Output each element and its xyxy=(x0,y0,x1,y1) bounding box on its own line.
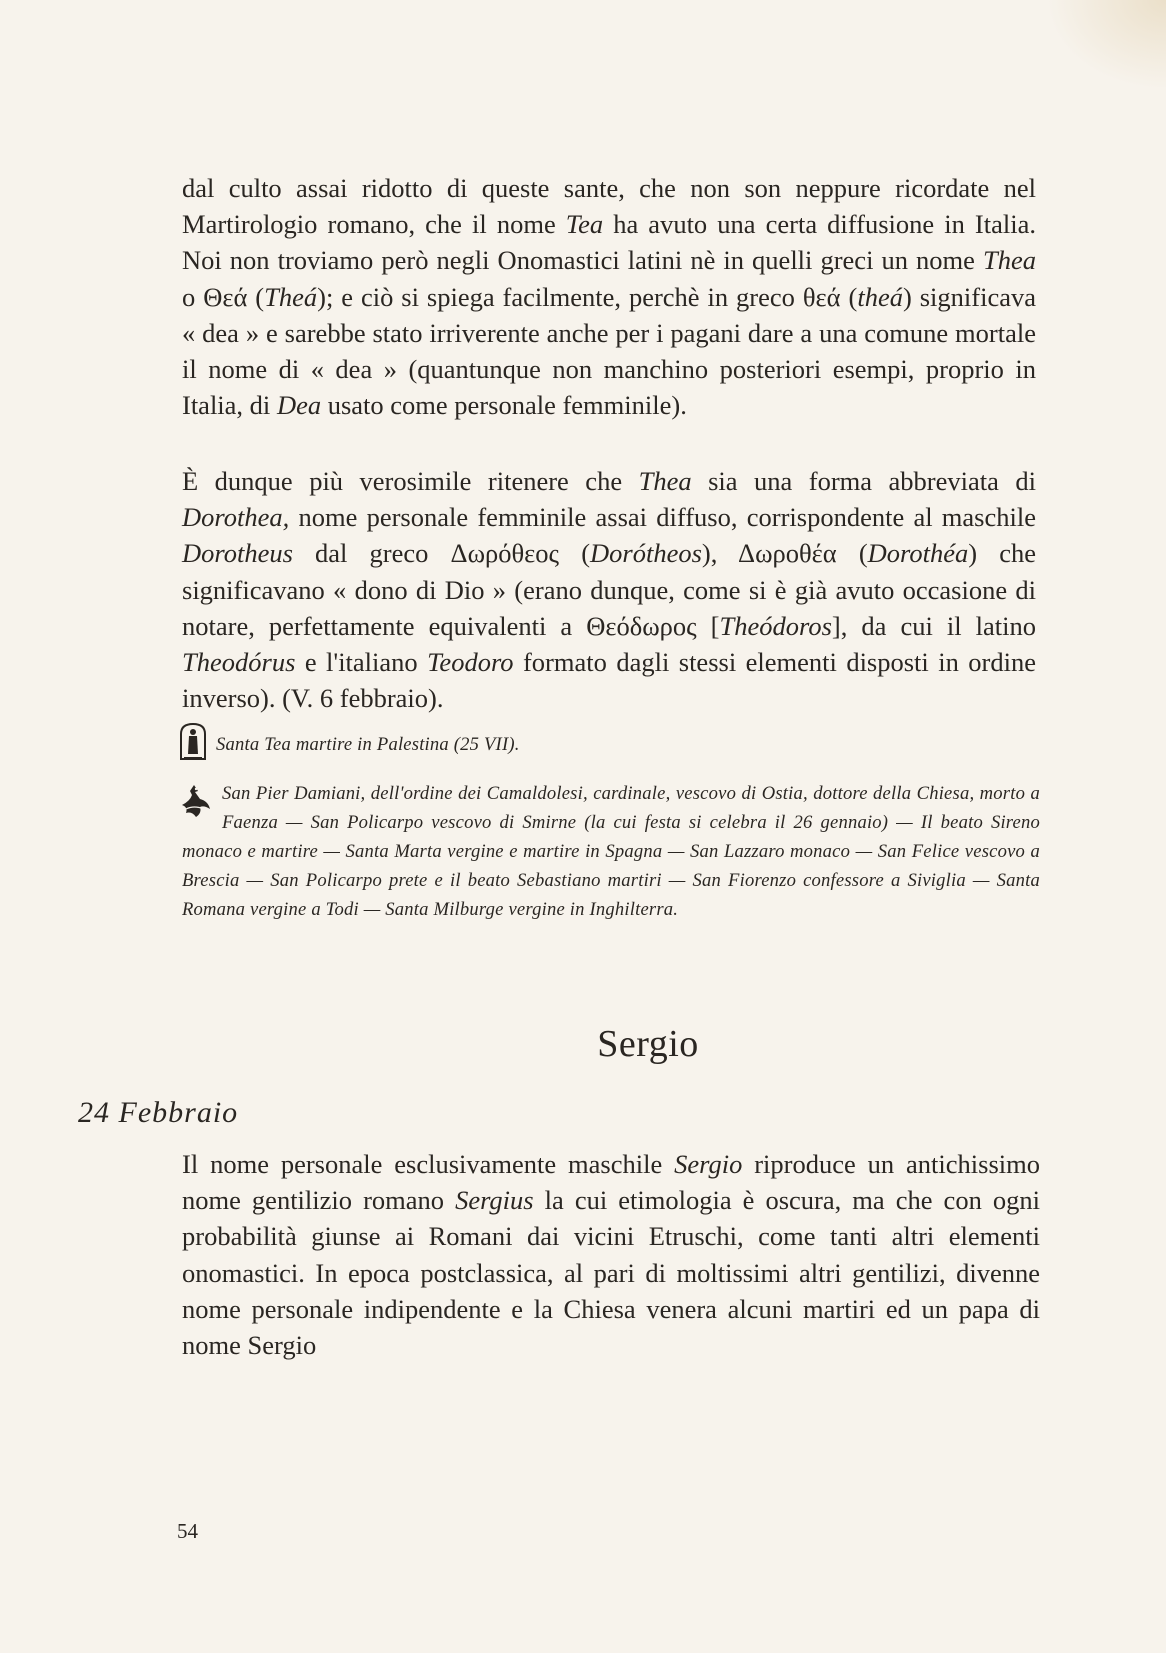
text-run: È dunque più verosimile ritenere che xyxy=(182,466,639,496)
text-run: o Θεά ( xyxy=(182,281,265,312)
italic-name: Theodórus xyxy=(182,647,296,678)
text-run: dal greco Δωρόθεος ( xyxy=(292,538,591,569)
text-run: ], da cui il latino xyxy=(831,610,1036,641)
text-run: ) significava « dea » e sarebbe stato irriverente anche per i pagani dare a una comune mortale il nome di « dea » (quantunque non manchino posteriori esempi, proprio in Italia, di xyxy=(182,281,1037,421)
text-run: Il nome personale esclusivamente maschile xyxy=(182,1149,675,1179)
italic-name: Dorothea, xyxy=(182,502,290,533)
text-run: sia una forma abbreviata di xyxy=(691,466,1037,496)
dedication-text: Santa Tea martire in Palestina (25 VII). xyxy=(216,733,520,755)
italic-name: Dorothéa xyxy=(867,538,969,569)
page-number: 54 xyxy=(177,1519,198,1543)
feast-date: 24 Febbraio xyxy=(78,1096,239,1129)
text-run: ha avuto una certa diffusione in Italia. Noi non troviamo però negli Onomastici latini nè in quelli greci un nome xyxy=(182,209,1036,276)
paper-stain xyxy=(1046,0,1166,90)
paragraph-tea-origin xyxy=(182,170,1036,423)
paragraph-text xyxy=(182,463,1036,716)
text-run: riproduce un antichissimo nome gentilizio romano xyxy=(182,1149,1041,1216)
italic-name: Teodoro xyxy=(427,647,514,678)
text-run: dal culto assai ridotto di queste sante, che non son neppure ricordate nel Martirologio romano, che il nome xyxy=(182,173,1036,240)
text-run: ) che significavano « dono di Dio » (erano dunque, come si è già avuto occasione di notare, perfettamente equivalenti a Θεόδωρος [ xyxy=(182,538,1036,641)
italic-name: Doróthеos xyxy=(590,538,702,569)
paragraph-dorothea xyxy=(182,463,1036,716)
italic-name: Theódoros xyxy=(719,610,832,641)
saint-figure-icon xyxy=(182,722,208,769)
text-run: e l'italiano xyxy=(295,647,428,678)
dedication-feast-day xyxy=(182,779,1040,924)
italic-name: Sergio xyxy=(674,1149,743,1179)
italic-name: Dea xyxy=(276,390,322,421)
italic-name: Thea xyxy=(983,245,1036,276)
eagle-icon xyxy=(178,783,212,819)
italic-name: Thea xyxy=(638,466,692,496)
text-run: ), Δωροθέα ( xyxy=(701,538,868,569)
italic-name: theá xyxy=(857,281,903,312)
italic-name: Tea xyxy=(565,209,604,240)
italic-name: Dorotheus xyxy=(182,538,293,569)
italic-name: Theá xyxy=(264,281,318,312)
saints-list xyxy=(182,722,1040,924)
text-run: formato dagli stessi elementi disposti in ordine inverso). (V. 6 febbraio). xyxy=(182,647,1037,714)
text-run: usato come personale femminile). xyxy=(321,390,687,421)
paragraph-text xyxy=(182,170,1036,423)
section-title: Sergio xyxy=(597,1023,699,1065)
text-run: la cui etimologia è oscura, ma che con ogni probabilità giunse ai Romani dai vicini Etruschi, come tanti altri elementi onomastici. In epoca postclassica, al pari di moltissimi altri gentilizi, divenne nome personale indipendente e la Chiesa venera alcuni martiri ed un papa di nome Sergio xyxy=(182,1185,1040,1361)
paragraph-text xyxy=(182,1146,1040,1363)
dedication-text: San Pier Damiani, dell'ordine dei Camaldolesi, cardinale, vescovo di Ostia, dottore della Chiesa, morto a Faenza — San Policarpo vescovo di Smirne (la cui festa si celebra il 26 gennaio) — Il beato Sireno monaco e martire — Santa Marta vergine e martire in Spagna — San Lazzaro monaco — San Felice vescovo a Brescia — San Policarpo prete e il beato Sebastiano martiri — San Fiorenzo confessore a Siviglia — Santa Romana vergine a Todi — Santa Milburge vergine in Inghilterra. xyxy=(182,783,1040,920)
dedication-tea xyxy=(182,722,1040,769)
text-run: ); e ciò si spiega facilmente, perchè in greco θεά ( xyxy=(317,281,858,312)
text-run: nome personale femminile assai diffuso, corrispondente al maschile xyxy=(289,502,1036,533)
paragraph-sergio xyxy=(182,1146,1040,1363)
italic-name: Sergius xyxy=(455,1185,534,1216)
